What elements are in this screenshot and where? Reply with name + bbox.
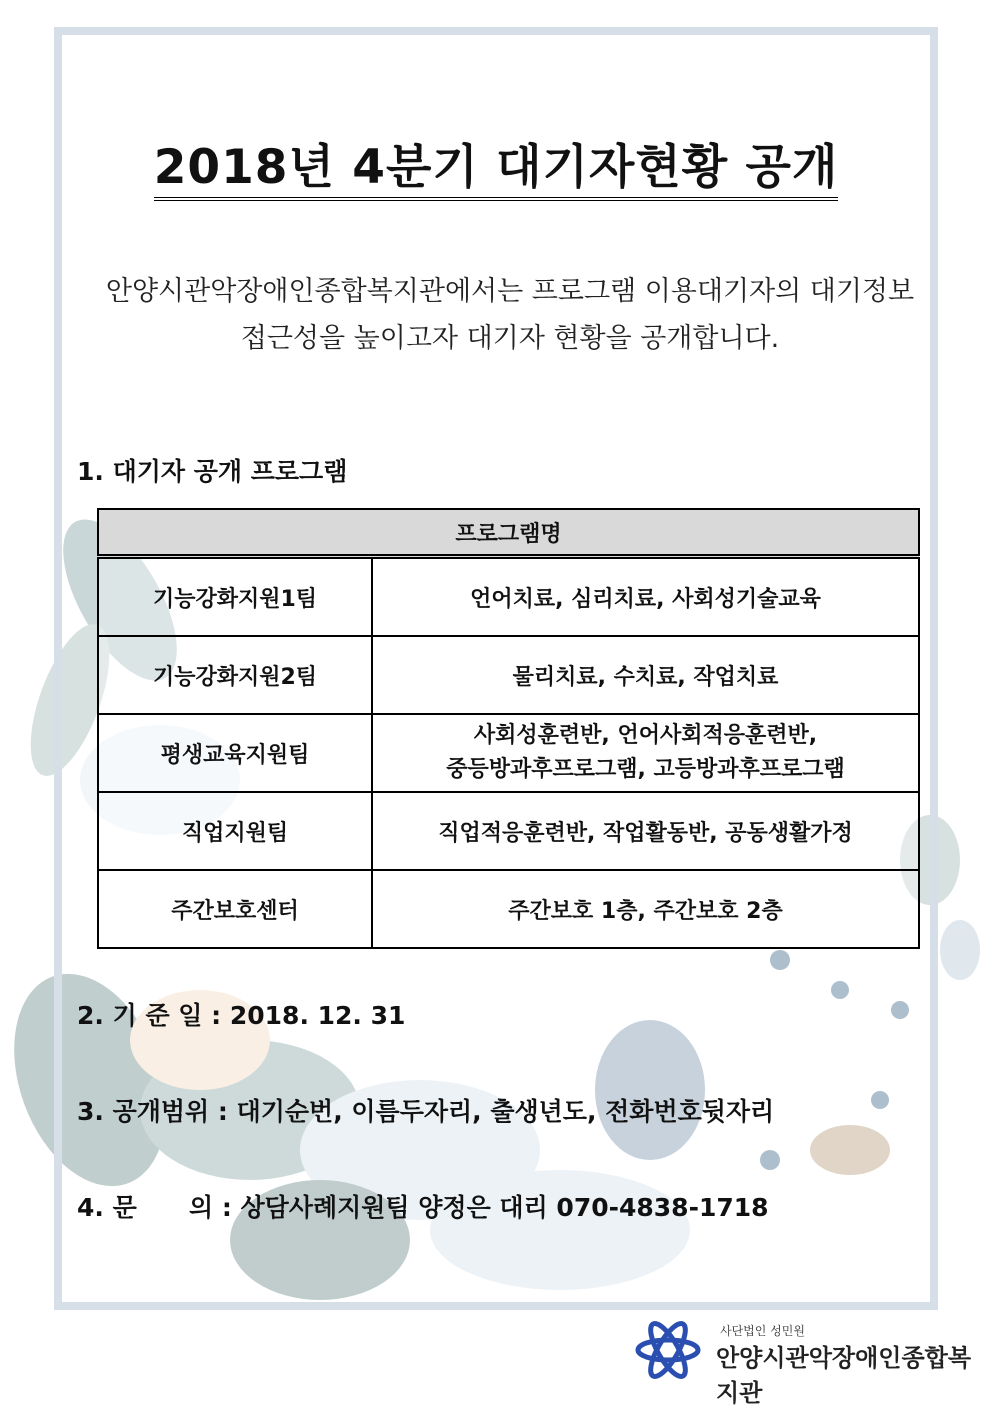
logo-name: 안양시관악장애인종합복지관 bbox=[716, 1344, 972, 1407]
program-cell: 주간보호 1층, 주간보호 2층 bbox=[372, 870, 919, 948]
program-table bbox=[97, 508, 920, 949]
team-cell: 기능강화지원2팀 bbox=[98, 636, 372, 714]
intro-line-2: 접근성을 높이고자 대기자 현황을 공개합니다. bbox=[240, 323, 780, 354]
table-row bbox=[98, 636, 919, 714]
table-header-row bbox=[98, 509, 919, 557]
table-row bbox=[98, 557, 919, 637]
section-2-base-date: 2. 기 준 일 : 2018. 12. 31 bbox=[77, 1001, 406, 1030]
intro-text bbox=[60, 268, 960, 362]
table-row bbox=[98, 792, 919, 870]
program-cell bbox=[372, 714, 919, 792]
logo-subtitle: 사단법인 성민원 bbox=[720, 1324, 805, 1338]
table-row bbox=[98, 714, 919, 792]
organization-logo bbox=[628, 1318, 988, 1407]
intro-line-1: 안양시관악장애인종합복지관에서는 프로그램 이용대기자의 대기정보 bbox=[105, 276, 915, 307]
section-3-disclosure-scope: 3. 공개범위 : 대기순번, 이름두자리, 출생년도, 전화번호뒷자리 bbox=[77, 1097, 775, 1126]
page-title: 2018년 4분기 대기자현황 공개 bbox=[0, 130, 992, 197]
logo-emblem-icon bbox=[628, 1318, 708, 1382]
program-line: 중등방과후프로그램, 고등방과후프로그램 bbox=[446, 757, 845, 782]
table-header: 프로그램명 bbox=[98, 509, 919, 557]
program-cell: 물리치료, 수치료, 작업치료 bbox=[372, 636, 919, 714]
program-cell: 직업적응훈련반, 작업활동반, 공동생활가정 bbox=[372, 792, 919, 870]
section-4-contact: 4. 문 의 : 상담사례지원팀 양정은 대리 070-4838-1718 bbox=[77, 1193, 769, 1222]
program-line: 사회성훈련반, 언어사회적응훈련반, bbox=[473, 723, 818, 748]
team-cell: 직업지원팀 bbox=[98, 792, 372, 870]
section-1-heading: 1. 대기자 공개 프로그램 bbox=[77, 457, 348, 486]
table-row bbox=[98, 870, 919, 948]
team-cell: 기능강화지원1팀 bbox=[98, 557, 372, 637]
team-cell: 주간보호센터 bbox=[98, 870, 372, 948]
team-cell: 평생교육지원팀 bbox=[98, 714, 372, 792]
program-cell: 언어치료, 심리치료, 사회성기술교육 bbox=[372, 557, 919, 637]
